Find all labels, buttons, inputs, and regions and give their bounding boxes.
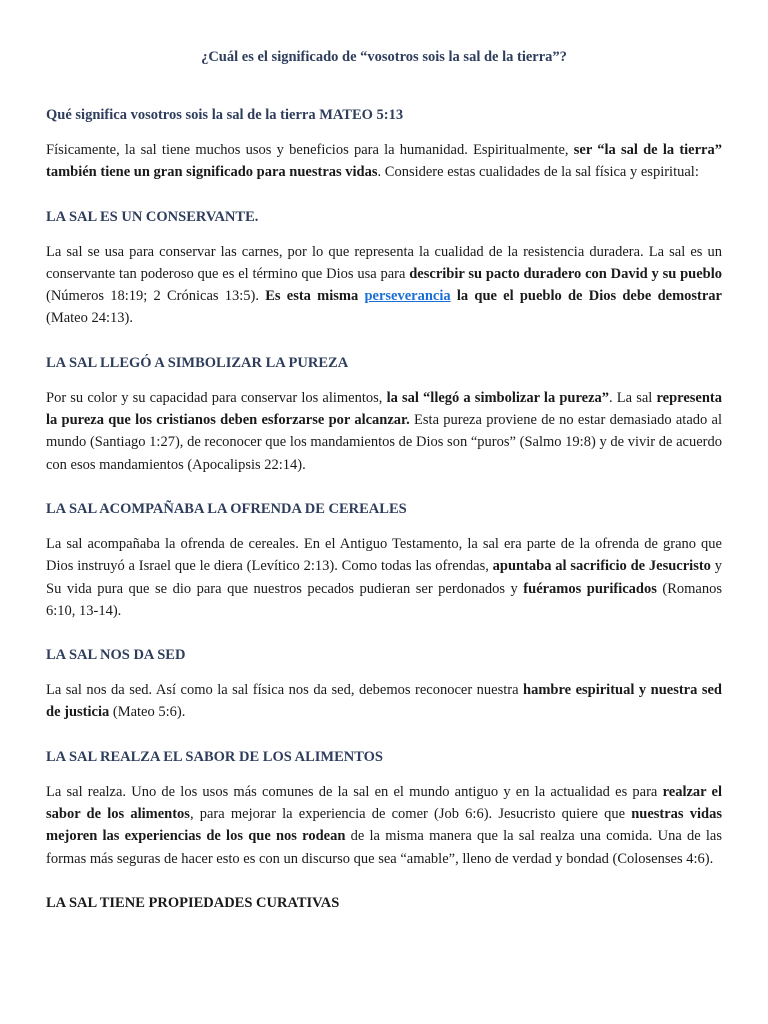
section-heading-ofrenda: LA SAL ACOMPAÑABA LA OFRENDA DE CEREALES: [46, 500, 407, 517]
s5-bold-2: nuestras vidas mejoren las experiencias de los que nos rodean: [46, 806, 722, 845]
intro-bold-1: ser “la sal de la tierra” también tiene un gran significado para nuestras vidas: [46, 142, 722, 181]
s2-text-2: . La sal: [609, 389, 657, 406]
s2-bold-2: representa la pureza que los cristianos deben esforzarse por alcanzar.: [46, 389, 722, 429]
s5-text-2: , para mejorar la experiencia de comer (Job 6:6). Jesucristo quiere que: [189, 806, 632, 823]
s4-text-2: (Mateo 5:6).: [109, 704, 186, 721]
s5-text-3: de la misma manera que la sal realza una comida. Una de las formas más seguras de hacer esto es con un discurso que sea “amable”, lleno de verdad y bondad (Colosenses 4:6).: [46, 828, 722, 867]
s2-text-1: Por su color y su capacidad para conservar los alimentos,: [46, 389, 387, 406]
document-title: ¿Cuál es el significado de “vosotros sois la sal de la tierra”?: [201, 49, 567, 65]
s1-bold-3: la que el pueblo de Dios debe demostrar: [450, 288, 722, 305]
s1-text-2: (Números 18:19; 2 Crónicas 13:5).: [46, 288, 266, 305]
intro-text-1: Físicamente, la sal tiene muchos usos y beneficios para la humanidad. Espiritualmente,: [46, 142, 574, 158]
s3-bold-2: fuéramos purificados: [523, 580, 657, 597]
section-paragraph-conservante: [46, 241, 722, 330]
section-heading-curativas: LA SAL TIENE PROPIEDADES CURATIVAS: [46, 894, 340, 911]
section-heading-conservante: LA SAL ES UN CONSERVANTE.: [46, 208, 259, 225]
s5-text-1: La sal realza. Uno de los usos más comunes de la sal en el mundo antiguo y en la actualidad es para: [46, 783, 663, 800]
section-paragraph-pureza: [46, 387, 722, 476]
section-paragraph-sed: [46, 679, 722, 724]
s1-bold-1: describir su pacto duradero con David y su pueblo: [409, 265, 722, 282]
intro-paragraph: [46, 139, 722, 184]
section-paragraph-ofrenda: [46, 533, 722, 622]
s2-bold-1: la sal “llegó a simbolizar la pureza”: [386, 389, 610, 406]
s3-text-1: La sal acompañaba la ofrenda de cereales. En el Antiguo Testamento, la sal era parte de la ofrenda de grano que Dios instruyó a Israel que le diera (Levítico 2:13). Como todas las ofrendas,: [46, 535, 722, 575]
subtitle-heading: Qué significa vosotros sois la sal de la tierra MATEO 5:13: [46, 107, 404, 123]
section-paragraph-sabor: [46, 781, 722, 870]
s1-text-1: La sal se usa para conservar las carnes, por lo que representa la cualidad de la resistencia duradera. La sal es un conservante tan poderoso que es el término que Dios usa para: [46, 243, 722, 282]
s3-text-3: (Romanos 6:10, 13-14).: [46, 580, 723, 619]
section-heading-pureza: LA SAL LLEGÓ A SIMBOLIZAR LA PUREZA: [46, 354, 349, 371]
section-heading-sabor: LA SAL REALZA EL SABOR DE LOS ALIMENTOS: [46, 748, 383, 765]
perseverancia-link[interactable]: perseverancia: [364, 288, 451, 305]
s2-text-3: Esta pureza proviene de no estar demasiado atado al mundo (Santiago 1:27), de reconocer que los mandamientos de Dios son “puros” (Salmo 19:8) y de vivir de acuerdo con esos mandamientos (Apocalipsis 22:14).: [46, 412, 722, 473]
s1-text-3: (Mateo 24:13).: [46, 310, 133, 327]
s3-text-2: y Su vida pura que se dio para que nuestros pecados pudieran ser perdonados y: [46, 558, 722, 597]
s4-text-1: La sal nos da sed. Así como la sal física nos da sed, debemos reconocer nuestra: [46, 682, 524, 699]
s4-bold-1: hambre espiritual y nuestra sed de justicia: [46, 682, 722, 721]
s5-bold-1: realzar el sabor de los alimentos: [46, 783, 722, 823]
s3-bold-1: apuntaba al sacrificio de Jesucristo: [492, 558, 711, 575]
intro-text-2: . Considere estas cualidades de la sal física y espiritual:: [377, 164, 699, 181]
s1-bold-2: Es esta misma: [265, 288, 365, 305]
section-heading-sed: LA SAL NOS DA SED: [46, 647, 186, 664]
